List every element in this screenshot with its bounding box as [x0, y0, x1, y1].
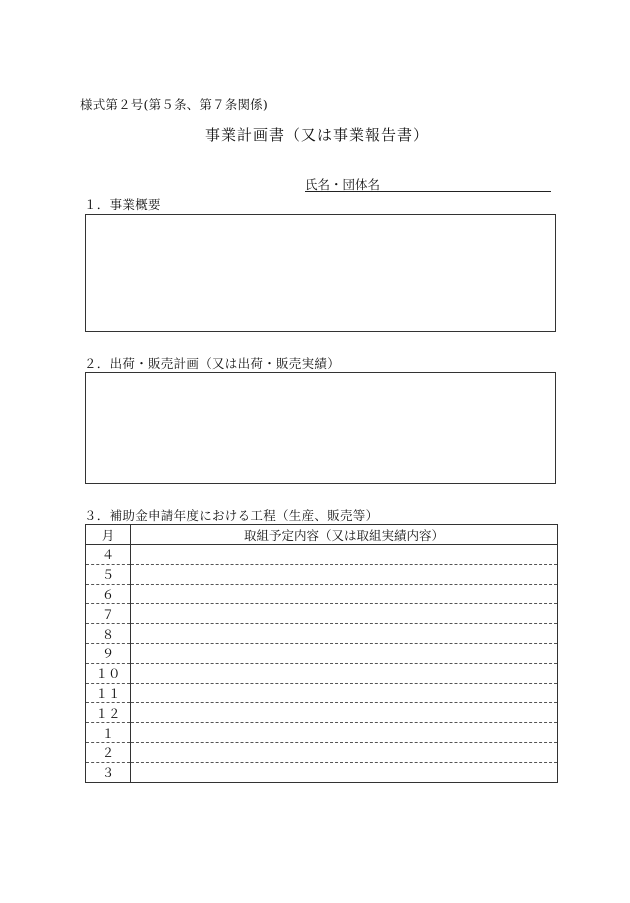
month-cell: １１	[86, 683, 131, 703]
plan-cell[interactable]	[131, 663, 558, 683]
schedule-row	[86, 584, 558, 604]
plan-cell[interactable]	[131, 742, 558, 762]
month-cell: １０	[86, 663, 131, 683]
section-overview-heading: １．事業概要	[84, 197, 161, 212]
plan-cell[interactable]	[131, 564, 558, 584]
plan-cell[interactable]	[131, 762, 558, 782]
plan-cell[interactable]	[131, 604, 558, 624]
form-number: 様式第２号(第５条、第７条関係)	[80, 97, 268, 112]
plan-cell[interactable]	[131, 643, 558, 663]
document-title: 事業計画書（又は事業報告書）	[205, 126, 430, 144]
month-cell: ５	[86, 564, 131, 584]
schedule-row	[86, 683, 558, 703]
name-field[interactable]	[305, 175, 551, 192]
schedule-table	[85, 524, 558, 783]
schedule-row	[86, 663, 558, 683]
plan-cell[interactable]	[131, 545, 558, 565]
section-schedule-heading: ３．補助金申請年度における工程（生産、販売等）	[84, 508, 379, 523]
schedule-row	[86, 703, 558, 723]
schedule-row	[86, 604, 558, 624]
plan-cell[interactable]	[131, 703, 558, 723]
schedule-row	[86, 723, 558, 743]
plan-column-header: 取組予定内容（又は取組実績内容）	[131, 525, 558, 545]
schedule-row	[86, 742, 558, 762]
month-cell: ６	[86, 584, 131, 604]
plan-cell[interactable]	[131, 624, 558, 644]
month-cell: ４	[86, 545, 131, 565]
month-cell: ２	[86, 742, 131, 762]
section-shipping-heading: ２．出荷・販売計画（又は出荷・販売実績）	[84, 356, 341, 371]
schedule-row	[86, 545, 558, 565]
plan-cell[interactable]	[131, 683, 558, 703]
plan-cell[interactable]	[131, 584, 558, 604]
overview-text-box[interactable]	[85, 214, 556, 332]
month-cell: ７	[86, 604, 131, 624]
month-column-header: 月	[86, 525, 131, 545]
month-cell: １２	[86, 703, 131, 723]
schedule-row	[86, 643, 558, 663]
month-cell: ９	[86, 643, 131, 663]
shipping-text-box[interactable]	[85, 372, 556, 484]
schedule-header-row	[86, 525, 558, 545]
name-label: 氏名・団体名	[305, 177, 381, 192]
schedule-row	[86, 762, 558, 782]
schedule-row	[86, 564, 558, 584]
month-cell: ３	[86, 762, 131, 782]
schedule-row	[86, 624, 558, 644]
plan-cell[interactable]	[131, 723, 558, 743]
month-cell: １	[86, 723, 131, 743]
month-cell: ８	[86, 624, 131, 644]
